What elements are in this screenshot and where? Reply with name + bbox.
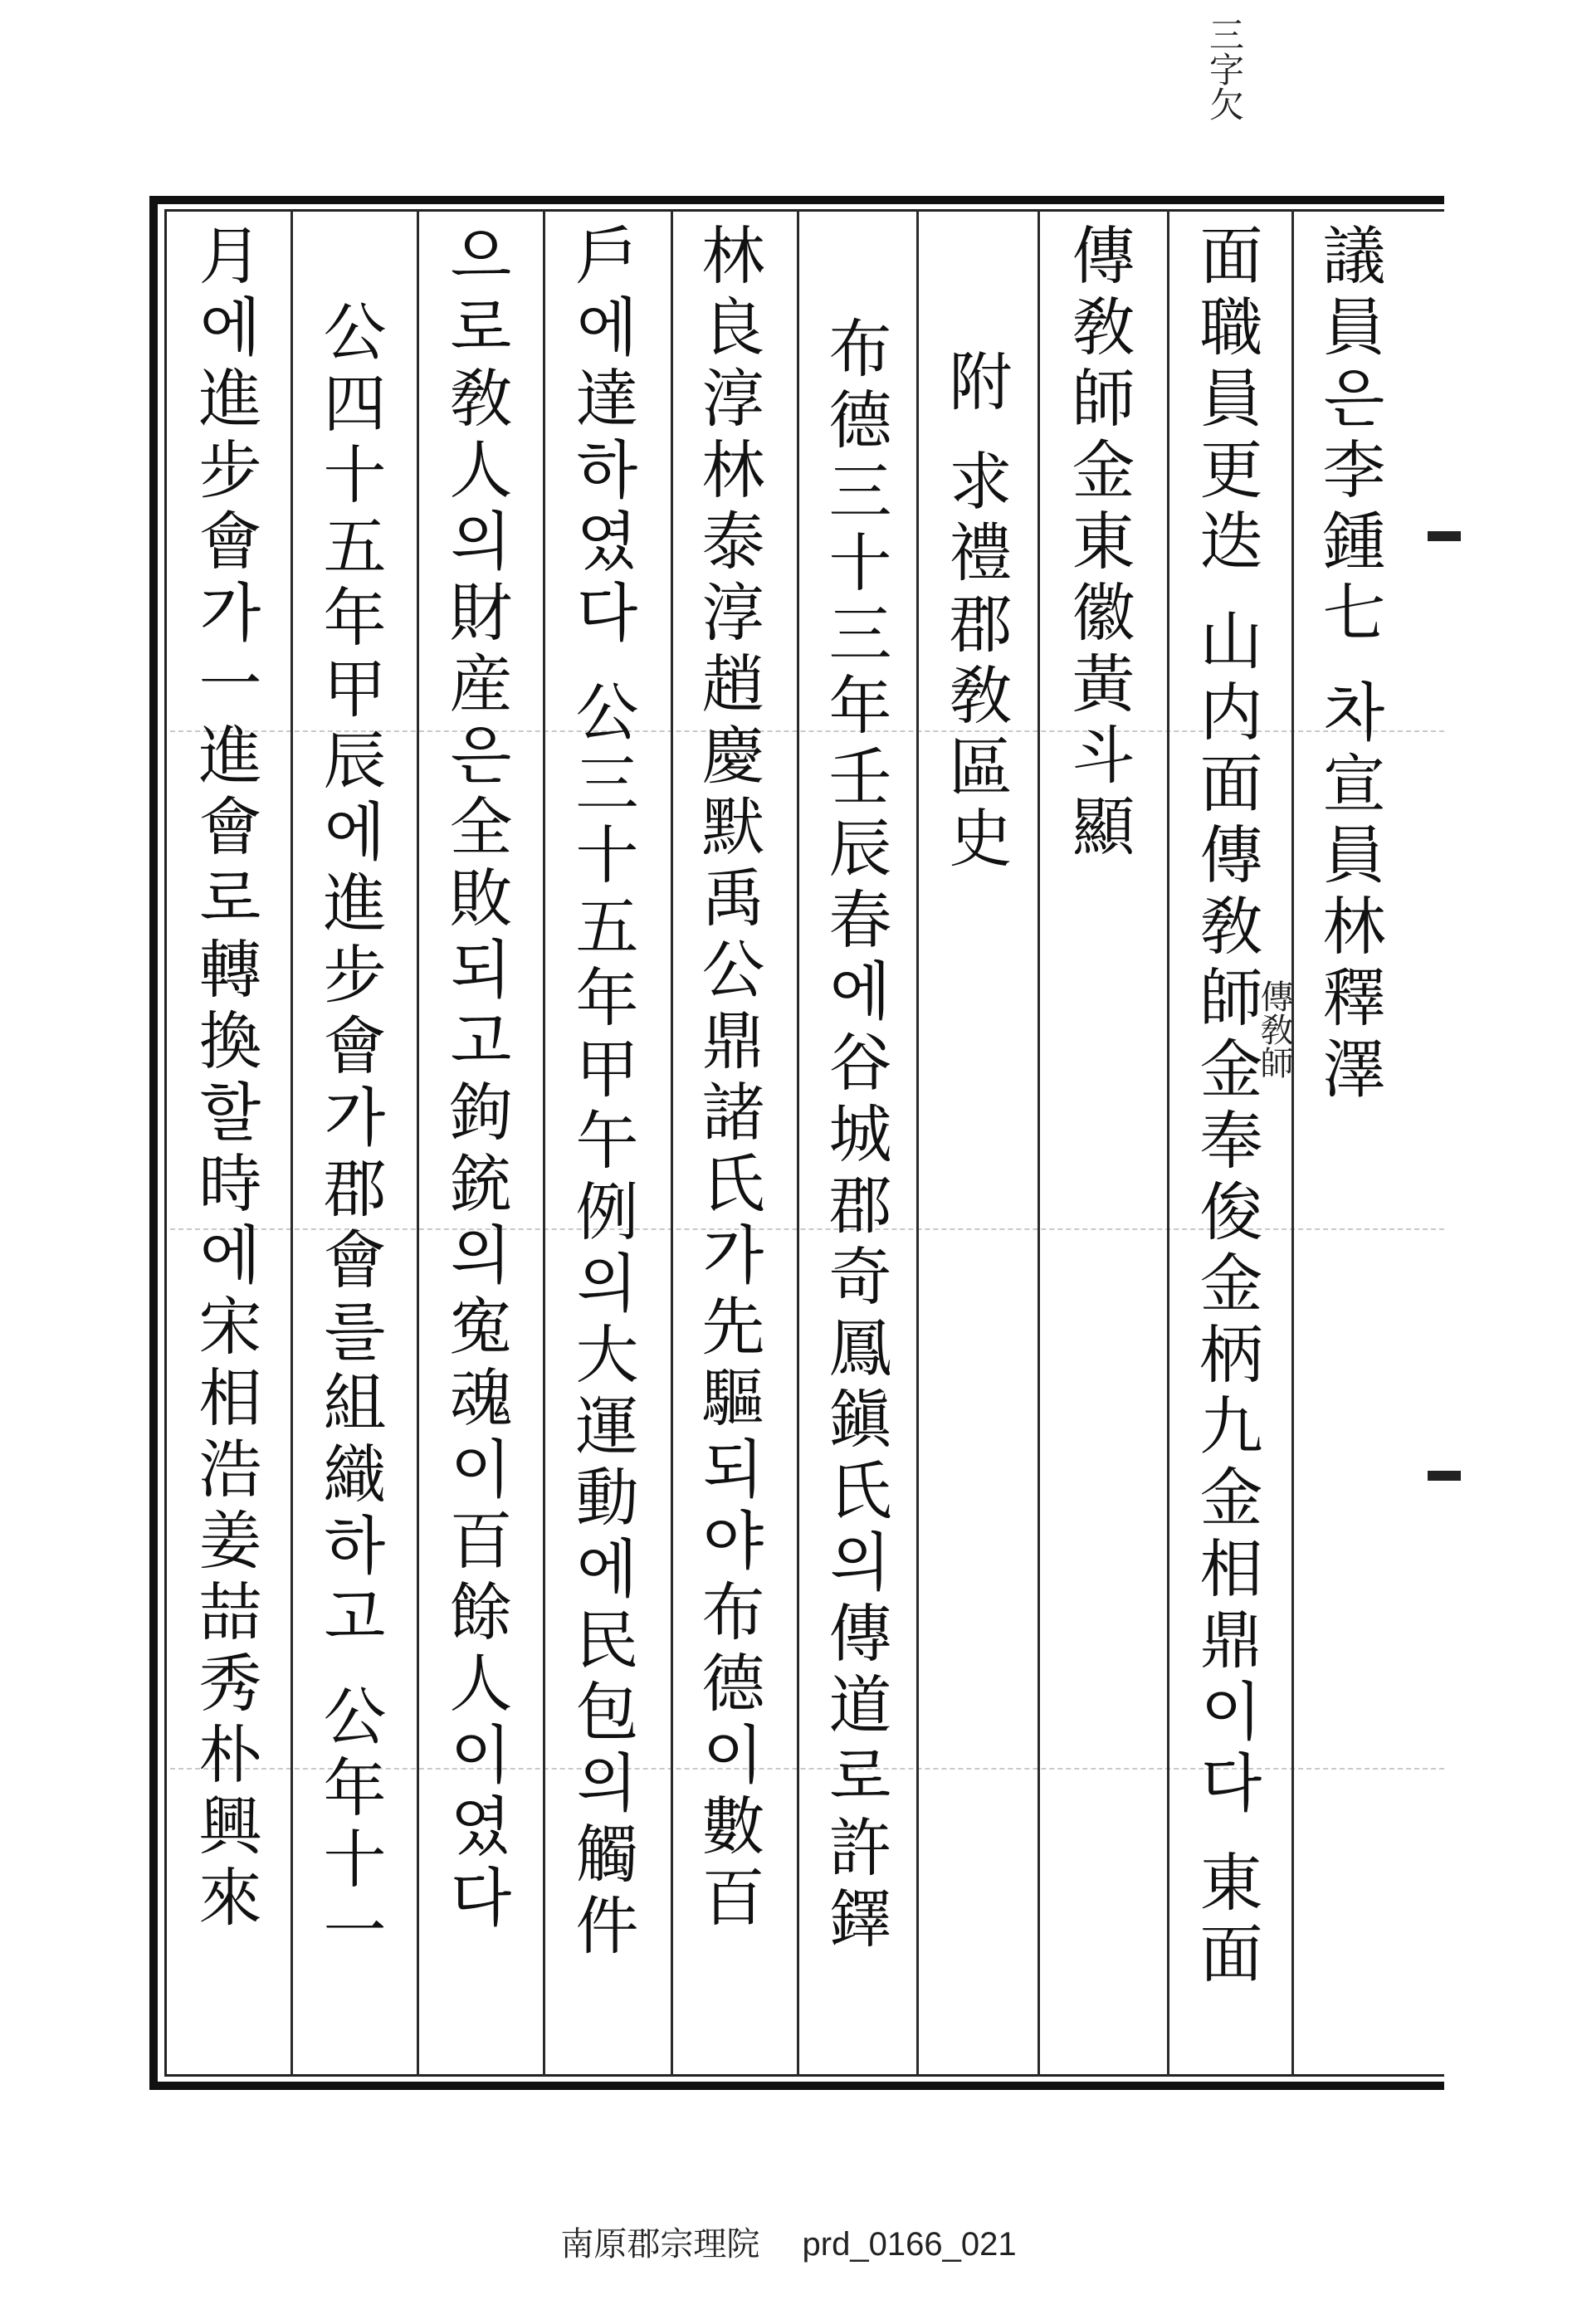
column-rule	[671, 209, 673, 2077]
inline-note: 傳敎師	[1255, 979, 1293, 1079]
text-column-10: 月에進步會가一進會로轉換할時에宋相浩姜喆秀朴興來	[188, 222, 262, 1936]
text-column-4: 附 求禮郡敎區史	[939, 349, 1013, 877]
text-column-1: 議員은李鍾七 차宣員林釋澤	[1312, 222, 1386, 1108]
margin-note: 三字欠	[1204, 17, 1245, 121]
column-rule	[1291, 209, 1294, 2077]
text-column-6: 林良淳林泰淳趙慶默禹公鼎諸氏가先驅되야布德이數百	[691, 222, 765, 1936]
column-rule	[1167, 209, 1169, 2077]
footer-caption	[0, 2218, 1577, 2265]
text-column-5: 布德三十三年壬辰春에谷城郡奇鳳鎭氏의傳道로許鐸	[818, 315, 892, 1957]
column-rule	[916, 209, 919, 2077]
footer-institution: 南原郡宗理院	[560, 2226, 760, 2263]
text-column-3: 傳敎師金東徽黃斗顯	[1062, 222, 1135, 865]
footer-code: prd_0166_021	[802, 2226, 1017, 2263]
side-mark	[1428, 1471, 1461, 1481]
text-column-9: 公四十五年甲辰에進步會가郡會를組織하고 公年十一	[313, 299, 387, 1970]
text-column-8: 으로敎人의財産은全敗되고鉤銃의寃魂이百餘人이였다	[439, 222, 513, 1936]
side-mark	[1428, 531, 1461, 541]
column-rule	[290, 209, 293, 2077]
column-rule	[797, 209, 799, 2077]
column-rule	[543, 209, 545, 2077]
column-rule	[417, 209, 419, 2077]
text-column-7: 戶에達하였다 公三十五年甲午例의大運動에民包의觸件	[565, 222, 639, 1965]
column-rule	[1038, 209, 1040, 2077]
text-column-2: 面職員更迭 山内面傳敎師金奉俊金柄九金相鼎이다 東面	[1189, 222, 1263, 1993]
